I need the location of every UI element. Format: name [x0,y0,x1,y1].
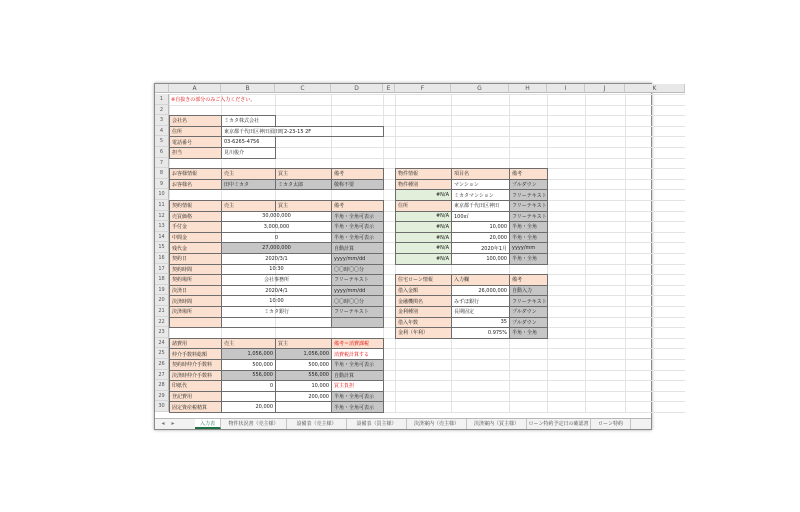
sheet-tab[interactable]: 物件状況書（売主様） [221,419,287,429]
row-header[interactable]: 26 [155,359,169,370]
row-label[interactable]: 契約時仲介手数料 [169,359,222,371]
sheet-tab[interactable]: ローン特約予定日の確認書 [527,419,591,429]
note-cell[interactable]: 半角・全角可表示 [331,221,384,233]
row-label[interactable]: #N/A [395,253,452,265]
note-cell[interactable]: フリーテキスト [509,295,548,307]
note-cell[interactable]: yyyy/mm/dd [331,285,384,297]
sheet-tab-active[interactable]: 入力表 [195,419,221,429]
customer-buyer-value[interactable]: ミカタ太郎 [275,179,332,191]
note-cell[interactable]: プルダウン [509,306,548,318]
row-header[interactable]: 2 [155,105,169,116]
row-header[interactable]: 17 [155,264,169,275]
row-label[interactable]: 契約日 [169,253,222,265]
row-label[interactable]: 契約時間 [169,264,222,276]
property-value[interactable]: 100,000 [451,253,510,265]
row-label[interactable]: お客様名 [169,179,222,191]
row-label[interactable]: #N/A [395,242,452,254]
note-cell[interactable]: 半角・全角 [509,232,548,244]
note-cell[interactable]: yyyy/mm/dd [331,253,384,265]
column-header[interactable]: D [331,84,383,93]
row-label[interactable]: 決済場所 [169,306,222,318]
fee-buyer-value[interactable]: 10,000 [275,380,332,392]
loan-value[interactable]: 26,000,000 [451,285,510,297]
note-cell[interactable]: フリーテキスト [331,306,384,318]
note-cell[interactable]: 半角・全角可表示 [331,401,384,413]
column-label[interactable]: 項目名 [451,168,510,180]
note-cell[interactable] [331,317,384,329]
row-label[interactable]: 印紙代 [169,380,222,392]
row-header[interactable]: 12 [155,211,169,222]
contract-value[interactable]: 10:00 [221,295,332,307]
property-value[interactable]: 10,000 [451,221,510,233]
column-label[interactable]: 備考 [509,168,548,180]
contract-value[interactable]: ミカタ銀行 [221,306,332,318]
row-header[interactable]: 6 [155,147,169,158]
spreadsheet [154,83,657,430]
note-cell[interactable]: 半角・全角可表示 [331,359,384,371]
row-header[interactable]: 29 [155,391,169,402]
note-cell[interactable]: 〇〇時〇〇分 [331,295,384,307]
sheet-tab[interactable]: 決済案内（売主様） [407,419,467,429]
column-label[interactable]: 売主 [221,200,276,212]
fee-seller-value[interactable]: 0 [221,380,276,392]
fee-buyer-value[interactable]: 556,000 [275,370,332,382]
row-label[interactable]: 住所 [395,200,452,212]
row-header[interactable]: 15 [155,242,169,253]
column-header[interactable]: C [275,84,331,93]
note-cell[interactable]: フリーテキスト [509,189,548,201]
property-value[interactable]: 100㎡ [451,211,510,223]
property-value[interactable]: 20,000 [451,232,510,244]
contract-value[interactable]: 27,000,000 [221,242,332,254]
column-header[interactable]: K [625,84,685,93]
fee-seller-value[interactable]: 556,000 [221,370,276,382]
column-label[interactable]: 備考＝消費課税 [331,338,384,350]
row-header[interactable]: 21 [155,306,169,317]
note-cell[interactable]: 半角・全角 [509,327,548,339]
column-header[interactable]: J [585,84,625,93]
company-field-label[interactable]: 住所 [169,126,222,138]
row-header[interactable]: 25 [155,348,169,359]
row-header[interactable]: 1 [155,94,169,105]
column-label[interactable]: 買主 [275,338,332,350]
row-label[interactable]: 金融機関名 [395,295,452,307]
contract-value[interactable]: 2020/3/1 [221,253,332,265]
section-header[interactable]: 諸費用 [169,338,222,350]
fee-buyer-value[interactable]: 1,056,000 [275,348,332,360]
company-field-label[interactable]: 会社名 [169,115,222,127]
row-header[interactable]: 13 [155,221,169,232]
contract-value[interactable]: 2020/4/1 [221,285,332,297]
company-field-value[interactable]: ミカタ株式会社 [221,115,276,127]
note-cell[interactable]: yyyy/mm [509,242,548,254]
select-all-corner[interactable] [155,84,169,93]
column-header[interactable]: I [547,84,585,93]
note-cell[interactable]: 半角・全角 [509,221,548,233]
row-label[interactable]: #N/A [395,211,452,223]
row-header[interactable]: 10 [155,189,169,200]
row-header[interactable]: 4 [155,126,169,137]
row-header[interactable]: 11 [155,200,169,211]
column-label[interactable]: 売主 [221,168,276,180]
tab-scroll-left-icon[interactable]: ◂ [161,420,165,427]
row-label[interactable]: 契約場所 [169,274,222,286]
row-header[interactable]: 20 [155,295,169,306]
column-label[interactable]: 買主 [275,168,332,180]
row-header[interactable]: 5 [155,136,169,147]
note-cell[interactable]: 自動計算 [331,242,384,254]
row-header[interactable]: 23 [155,327,169,338]
note-cell[interactable]: フリーテキスト [509,200,548,212]
row-header[interactable]: 27 [155,370,169,381]
row-label[interactable]: 金利種別 [395,306,452,318]
row-header[interactable]: 22 [155,317,169,328]
section-header[interactable]: 物件情報 [395,168,452,180]
row-header[interactable]: 3 [155,115,169,126]
column-header[interactable]: G [451,84,509,93]
row-label[interactable]: 借入金額 [395,285,452,297]
row-label[interactable]: 中間金 [169,232,222,244]
section-header[interactable]: お客様情報 [169,168,222,180]
property-value[interactable]: ミカタマンション [451,189,510,201]
company-field-label[interactable]: 電話番号 [169,136,222,148]
sheet-tab[interactable]: 決済案内（買主様） [467,419,527,429]
note-cell[interactable]: 自動計算 [331,370,384,382]
column-gridline [625,94,626,412]
row-label[interactable]: 売買価格 [169,211,222,223]
fee-seller-value[interactable]: 20,000 [221,401,276,413]
row-header[interactable]: 30 [155,401,169,412]
note-cell[interactable]: フリーテキスト [509,211,548,223]
row-header[interactable]: 24 [155,338,169,349]
note-cell[interactable]: 自動入力 [509,285,548,297]
contract-value[interactable]: 10:30 [221,264,332,276]
tab-scroll-right-icon[interactable]: ▸ [171,420,175,427]
row-label[interactable]: #N/A [395,232,452,244]
company-field-label[interactable]: 担当 [169,147,222,159]
row-label[interactable]: 残代金 [169,242,222,254]
note-cell[interactable]: 敬称不要 [331,179,384,191]
fee-buyer-value[interactable]: 500,000 [275,359,332,371]
sheet-tab[interactable]: ローン特約 [591,419,631,429]
row-header[interactable]: 7 [155,158,169,169]
row-label[interactable]: #N/A [395,221,452,233]
row-label[interactable]: 手付金 [169,221,222,233]
row-label[interactable]: 仲介手数料総額 [169,348,222,360]
contract-value[interactable]: 3,000,000 [221,221,332,233]
column-label[interactable]: 備考 [509,274,548,286]
contract-value[interactable]: 会社事務所 [221,274,332,286]
row-label[interactable]: 借入年数 [395,317,452,329]
contract-value[interactable]: 0 [221,232,332,244]
column-label[interactable]: 備考 [331,200,384,212]
loan-value[interactable]: みずほ銀行 [451,295,510,307]
sheet-tab[interactable]: 設備表（買主様） [347,419,407,429]
row-header[interactable]: 8 [155,168,169,179]
note-cell[interactable]: プルダウン [509,179,548,191]
row-label[interactable]: 金利（年利） [395,327,452,339]
row-label[interactable]: 決済時仲介手数料 [169,370,222,382]
sheet-tab-bar [155,418,651,429]
row-label[interactable]: #N/A [395,189,452,201]
column-header[interactable]: F [395,84,451,93]
note-cell[interactable]: 〇〇時〇〇分 [331,264,384,276]
column-header[interactable]: B [221,84,275,93]
property-value[interactable]: 東京都千代田区神田 [451,200,510,212]
note-cell[interactable]: 半角・全角 [509,253,548,265]
sheet-tab[interactable]: 設備表（売主様） [287,419,347,429]
column-label[interactable]: 備考 [331,168,384,180]
company-field-value[interactable]: 03-6265-4756 [221,136,276,148]
row-header[interactable]: 18 [155,274,169,285]
loan-value[interactable]: 0.975% [451,327,510,339]
property-value[interactable]: 2020年1月 [451,242,510,254]
row-header[interactable]: 16 [155,253,169,264]
column-header[interactable]: A [169,84,221,93]
column-header[interactable]: E [383,84,395,93]
note-cell[interactable]: フリーテキスト [331,274,384,286]
row-label[interactable]: 決済日 [169,285,222,297]
row-header[interactable]: 9 [155,179,169,190]
column-gridline [585,94,586,412]
instruction-text[interactable]: ※自抜きの部分のみご入力ください。 [171,97,256,104]
section-header[interactable]: 契約情報 [169,200,222,212]
section-header[interactable]: 住宅ローン情報 [395,274,452,286]
row-header[interactable]: 28 [155,380,169,391]
fee-buyer-value[interactable]: 200,000 [275,391,332,403]
company-field-value[interactable]: 見川俊介 [221,147,276,159]
row-header[interactable]: 19 [155,285,169,296]
column-label[interactable]: 入力欄 [451,274,510,286]
column-label[interactable]: 売主 [221,338,276,350]
row-label[interactable]: 物件種別 [395,179,452,191]
note-cell[interactable]: 買主負担 [331,380,384,392]
property-value[interactable]: マンション [451,179,510,191]
row-header[interactable]: 14 [155,232,169,243]
row-label[interactable]: 決済時間 [169,295,222,307]
note-cell[interactable]: 半角・全角可表示 [331,211,384,223]
loan-value[interactable]: 長期固定 [451,306,510,318]
contract-value[interactable] [221,317,332,329]
company-field-value[interactable]: 東京都千代田区神田須田町2-23-15 2F [221,126,384,138]
note-cell[interactable]: プルダウン [509,317,548,329]
fee-seller-value[interactable]: 500,000 [221,359,276,371]
row-label[interactable]: 登記費用 [169,391,222,403]
note-cell[interactable]: 半角・全角可表示 [331,391,384,403]
note-cell[interactable]: 消費税計算する [331,348,384,360]
note-cell[interactable]: 半角・全角可表示 [331,232,384,244]
customer-seller-value[interactable]: 田中ミカタ [221,179,276,191]
fee-seller-value[interactable]: 1,056,000 [221,348,276,360]
column-header[interactable]: H [509,84,547,93]
row-label[interactable]: 固定資産税精算 [169,401,222,413]
column-label[interactable]: 買主 [275,200,332,212]
fee-buyer-value[interactable] [275,401,332,413]
contract-value[interactable]: 30,000,000 [221,211,332,223]
loan-value[interactable]: 35 [451,317,510,329]
row-label[interactable] [169,317,222,329]
